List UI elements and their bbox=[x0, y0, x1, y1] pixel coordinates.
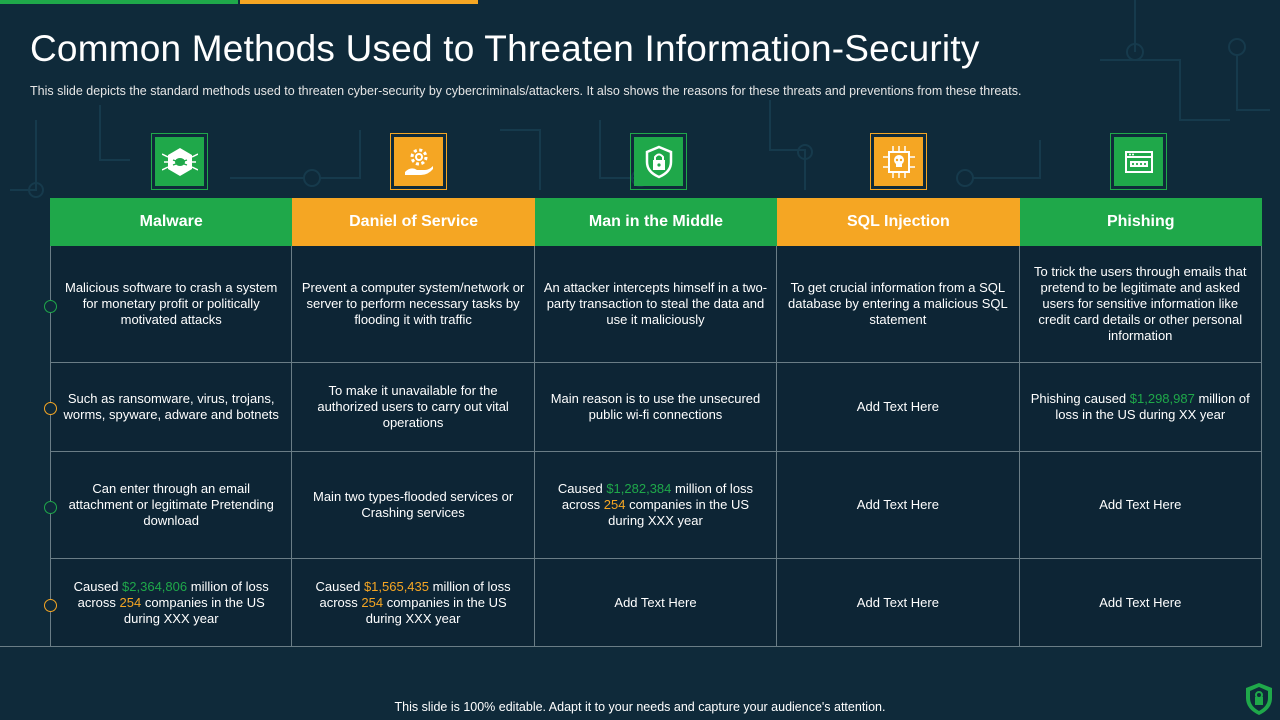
table-row bbox=[50, 559, 1262, 647]
table-cell: Phishing caused $1,298,987 million of loss in the US during XX year bbox=[1020, 363, 1262, 451]
table-header-row bbox=[50, 198, 1262, 246]
timeline-dot bbox=[44, 599, 57, 612]
table-cell: Add Text Here bbox=[1020, 452, 1262, 558]
table-cell: Add Text Here bbox=[1020, 559, 1262, 646]
table-cell: Add Text Here bbox=[777, 452, 1019, 558]
table-cell: Can enter through an email attachment or legitimate Pretending download bbox=[50, 452, 292, 558]
shield-logo-icon bbox=[1244, 682, 1274, 716]
table-cell: Caused $1,565,435 million of loss across 254 companies in the US during XXX year bbox=[292, 559, 534, 646]
table-row bbox=[50, 246, 1262, 363]
table-cell: Add Text Here bbox=[777, 559, 1019, 646]
page-title: Common Methods Used to Threaten Information-Security bbox=[30, 28, 980, 69]
malware-bug-icon bbox=[162, 144, 198, 180]
table-cell: Prevent a computer system/network or server to perform necessary tasks by flooding it with traffic bbox=[292, 246, 534, 362]
timeline-dot bbox=[44, 501, 57, 514]
column-header-man-in-the-middle: Man in the Middle bbox=[535, 198, 777, 246]
column-header-denial-of-service: Daniel of Service bbox=[292, 198, 534, 246]
dos-icon-box bbox=[390, 133, 447, 190]
page-subtitle: This slide depicts the standard methods used to threaten cyber-security by cybercriminals/attackers. It also shows the reasons for these threats and preventions from these threats. bbox=[30, 84, 1022, 98]
footer-note: This slide is 100% editable. Adapt it to your needs and capture your audience's attention. bbox=[394, 700, 886, 714]
column-header-sql-injection: SQL Injection bbox=[777, 198, 1019, 246]
table-row bbox=[50, 452, 1262, 559]
skull-chip-icon bbox=[880, 143, 918, 181]
timeline-dot bbox=[44, 402, 57, 415]
threat-methods-table bbox=[50, 198, 1262, 647]
malware-icon-box bbox=[151, 133, 208, 190]
table-cell: Main two types-flooded services or Crashing services bbox=[292, 452, 534, 558]
sql-icon-box bbox=[870, 133, 927, 190]
timeline-base-line bbox=[0, 646, 51, 647]
lock-shield-icon bbox=[641, 144, 677, 180]
browser-password-icon bbox=[1121, 144, 1157, 180]
table-cell: To trick the users through emails that pretend to be legitimate and asked users for sensitive information like credit card details or other personal information bbox=[1020, 246, 1262, 362]
table-cell: Caused $2,364,806 million of loss across 254 companies in the US during XXX year bbox=[50, 559, 292, 646]
table-cell: To get crucial information from a SQL database by entering a malicious SQL statement bbox=[777, 246, 1019, 362]
mitm-icon-box bbox=[630, 133, 687, 190]
table-cell: Main reason is to use the unsecured public wi-fi connections bbox=[535, 363, 777, 451]
table-cell: Malicious software to crash a system for monetary profit or politically motivated attacks bbox=[50, 246, 292, 362]
timeline-dot bbox=[44, 300, 57, 313]
table-row bbox=[50, 363, 1262, 452]
top-accent-orange bbox=[240, 0, 478, 4]
column-header-malware: Malware bbox=[50, 198, 292, 246]
gear-hand-icon bbox=[401, 144, 437, 180]
table-cell: To make it unavailable for the authorized users to carry out vital operations bbox=[292, 363, 534, 451]
table-cell: An attacker intercepts himself in a two-party transaction to steal the data and use it maliciously bbox=[535, 246, 777, 362]
table-cell: Add Text Here bbox=[535, 559, 777, 646]
top-accent-green bbox=[0, 0, 238, 4]
phishing-icon-box bbox=[1110, 133, 1167, 190]
column-header-phishing: Phishing bbox=[1020, 198, 1262, 246]
table-cell: Caused $1,282,384 million of loss across 254 companies in the US during XXX year bbox=[535, 452, 777, 558]
table-cell: Such as ransomware, virus, trojans, worms, spyware, adware and botnets bbox=[50, 363, 292, 451]
table-cell: Add Text Here bbox=[777, 363, 1019, 451]
